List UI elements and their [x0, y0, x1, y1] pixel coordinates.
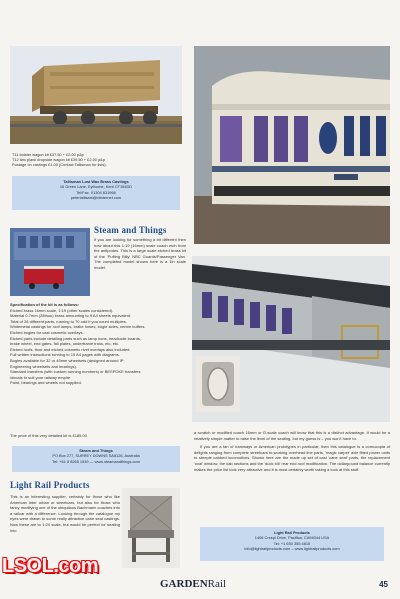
- contact-email[interactable]: petertallisaxt@btinternet.com: [70, 195, 122, 201]
- spec-line: Whitemetal castings for roof lamps, brake hoses, bogie sides, centre buffers.: [10, 324, 146, 330]
- spec-line: brake wheel, end gates, fall plates, underframe truss, etc, etc.: [10, 341, 120, 347]
- spec-line: Full written instructions running to 15 A4 pages with diagrams.: [10, 352, 120, 358]
- light-rail-continued-text: [194, 430, 390, 472]
- kit-specification: [10, 302, 186, 386]
- spec-line: Paint, bearings and wheels not supplied.: [10, 380, 82, 386]
- steam-and-things-contact-box: [12, 446, 180, 472]
- wagon-price-caption: [12, 152, 182, 168]
- kit-price-line: The price of this very detailed kit is £185.00: [10, 433, 87, 438]
- oval-window-photo: [196, 356, 240, 412]
- contact-address: PO Box 277, SURREY DOWNS SA5126, Australia: [52, 453, 140, 459]
- footer-title-part: Rail: [207, 578, 227, 590]
- spec-line: Engineering wheelsets and bearings).: [10, 363, 77, 369]
- light-rail-contact-box: [200, 527, 384, 561]
- bolster-wagon-photo: [10, 46, 182, 144]
- contact-title: Steam and Things: [79, 448, 113, 453]
- spec-line: Etched bogies for cast cosmetic overlays.: [10, 329, 84, 335]
- footer-title-part: GARDEN: [160, 578, 208, 590]
- paragraph: a scratch or modified coach 16mm or G-scale coach will know that this is a distinct advantage. It would be a relatively simple matter to raise the level of the seating, but my guess is – you won't have to.: [194, 430, 390, 441]
- spec-line: Etched roofs, floor and etched cosmetic rivet overlays also included.: [10, 346, 131, 352]
- spec-line: Standard transfers (with custom running numbers) or BESPOKE transfers: [10, 369, 141, 375]
- contact-phone: Tel/Fax. 01304 831966: [76, 189, 116, 195]
- etched-brass-kit-photo: [10, 228, 90, 296]
- cane-seat-photo: [122, 488, 180, 568]
- site-watermark: LSOL.com: [2, 555, 99, 577]
- cream-coach-photo: [194, 46, 390, 244]
- steam-and-things-heading: Steam and Things: [94, 225, 167, 235]
- contact-title: Tallisman Lost Wax Brass Castings: [63, 179, 129, 184]
- caption-line: T11 bolster wagon kit £37.50 + £2.00 p&p: [12, 152, 84, 157]
- tallisman-contact-box: [12, 176, 180, 210]
- contact-title: Light Rail Products: [274, 530, 310, 535]
- spec-line: Bogies available for 32 or 45mm wheelsets (designed around IP: [10, 357, 124, 363]
- caption-line: Postage on castings £1.00 (Contact Tallisman for lists).: [12, 162, 107, 168]
- spec-line: /decals to suit your railway empire: [10, 374, 71, 380]
- light-rail-products-heading: Light Rail Products: [10, 480, 90, 490]
- page-number: 45: [379, 580, 388, 589]
- steam-intro-text: If you are looking for something a bit different then how about this 1:19 (16mm) scale coach etch from the antipodes. This is a large scale etched brass kit of the 'Puffing Billy' NBC Guards/Passenger Van. The completed model shown here is a 1in scale model.: [94, 237, 186, 270]
- spec-line: Etched brass 16mm scale, 1:19 (other scales considered).: [10, 307, 114, 313]
- contact-web[interactable]: info@lightrailproducts.com – www.lightrailproducts.com: [244, 546, 340, 552]
- paragraph: If you are a fan of tramways or American prototypes in particular, then this catalogue is a cornucopia of delights ranging from complete streetcars to working overhead line parts, 'magic carpet' axle fitted power units to steeple cabbed locomotives. Shown here are the made up set of cast 'cane seat' parts, the replacement 'oval' window, the cab sections and the 'duck bill' rear end roof modification. The dollarpound balance currently makes the price list look very attractive and it is most certainly worth taking a look at this stuff.: [194, 444, 390, 472]
- contact-phone: Tel: +1 650 355 4815: [273, 540, 311, 546]
- spec-title: Specification of the kit is as follows:: [10, 302, 79, 307]
- contact-phone-web[interactable]: Tel: +61 8 8265 1539 — www.steamandthings.com: [52, 458, 140, 464]
- magazine-footer-title: [160, 578, 226, 590]
- contact-address: 1406 Crespi Drive, Pacifica, CA94044 USA: [254, 535, 330, 541]
- contact-address: 16 Green Lane, Eythorne, Kent CT154DD: [59, 184, 133, 190]
- light-rail-intro-text: This is an interesting supplier, certainly for those who like American inter urban or streetcars, but also for those who fancy modifying one of the ubiquitous Bachmann coaches into a railcar with a difference. Looking through the catalogue my eyes were drawn to some really attractive cane seat castings. Now these are to 1:24 scale, but would be perfect for seating into: [10, 494, 120, 533]
- spec-line: Etched parts include detailing parts such as lamp irons, headcode boards,: [10, 335, 141, 341]
- caption-line: T12 two plank dropside wagon kit £39.50 + £2.00 p&p: [12, 157, 105, 163]
- spec-line: Material 0.7mm (28thou) brass amounting to 9 A4 sheets equivalent.: [10, 313, 132, 319]
- spec-line: Total of 28 different parts, running to 70 odd if you count multiples.: [10, 318, 127, 324]
